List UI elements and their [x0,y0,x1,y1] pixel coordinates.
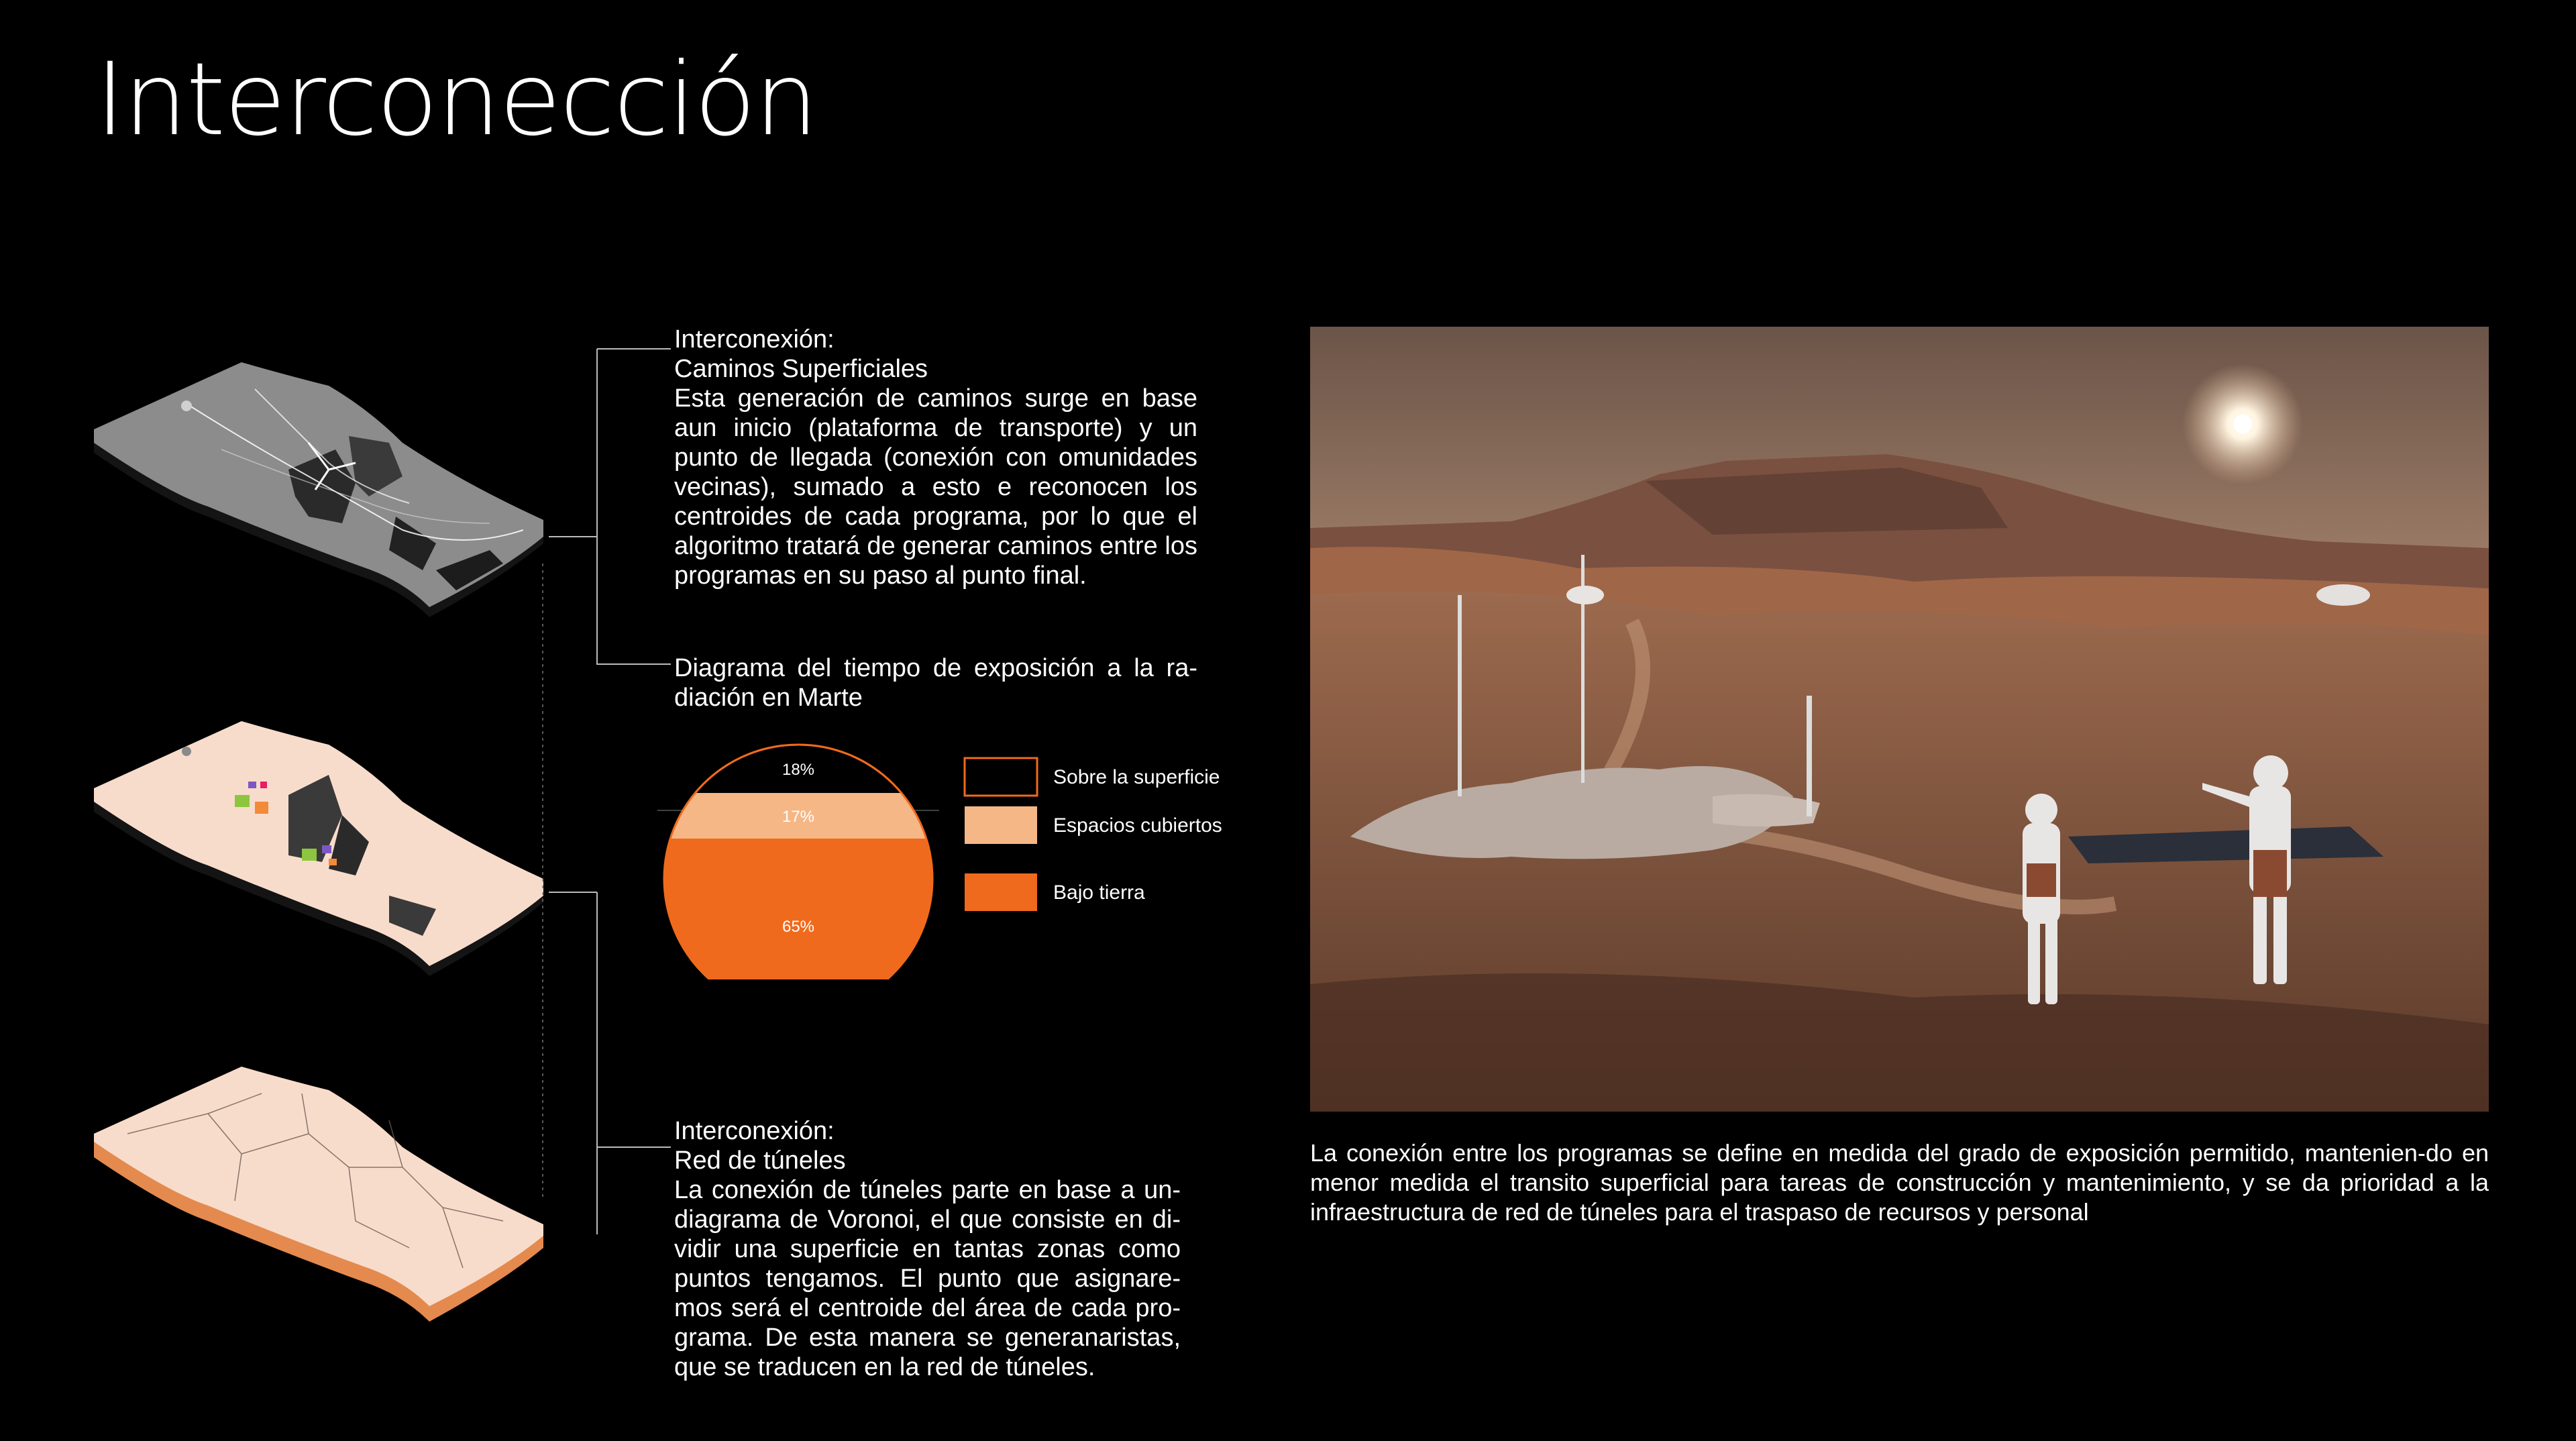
tunnels-heading: Interconexión: [674,1117,835,1145]
layer-surface-paths [87,349,557,631]
legend-label-1: Espacios cubiertos [1053,814,1222,837]
surface-paths-description: Esta generación de caminos surge en base aun inicio (plataforma de transporte) y un punto de llegada (conexión con omunidades vecinas), sumado a esto e reconocen los centroides de cada programa, por lo que el algoritmo tratará de generar caminos entre los programas en su paso al punto final. [674,384,1197,590]
tunnels-subheading: Red de túneles [674,1146,846,1175]
layer-tunnel-network [87,1053,557,1335]
legend-swatch-2 [965,873,1037,911]
chart-heading: Diagrama del tiempo de exposición a la ra-diación en Marte [674,654,1197,712]
surface-paths-heading: Interconexión: [674,325,835,354]
surface-paths-subheading: Caminos Superficiales [674,355,928,383]
pie-label-0: 18% [782,761,815,779]
pie-label-2: 65% [782,918,815,936]
image-caption: La conexión entre los programas se define en medida del grado de exposición permitido, mantenien-do en menor medida el transito superficial para tareas de construcción y mantenimiento, y se da prioridad a la infraestructura de red de túneles para el traspaso de recursos y personal [1310,1139,2489,1226]
radiation-exposure-chart [651,738,1254,979]
legend-label-2: Bajo tierra [1053,882,1145,904]
legend-swatch-0 [965,758,1037,796]
layer-program-zones [87,708,557,990]
mars-settlement-render [1310,327,2489,1112]
legend-label-0: Sobre la superficie [1053,766,1220,788]
page-title: Interconección [95,42,817,158]
pie-label-1: 17% [782,808,815,826]
tunnels-description: La conexión de túneles parte en base a un-diagrama de Voronoi, el que consiste en di-vidir una superficie en tantas zonas como puntos tengamos. El punto que asignare-mos será el centroide del área de cada pro-grama. De esta manera se generanaristas, que se traducen en la red de túneles. [674,1176,1181,1381]
legend-swatch-1 [965,806,1037,844]
